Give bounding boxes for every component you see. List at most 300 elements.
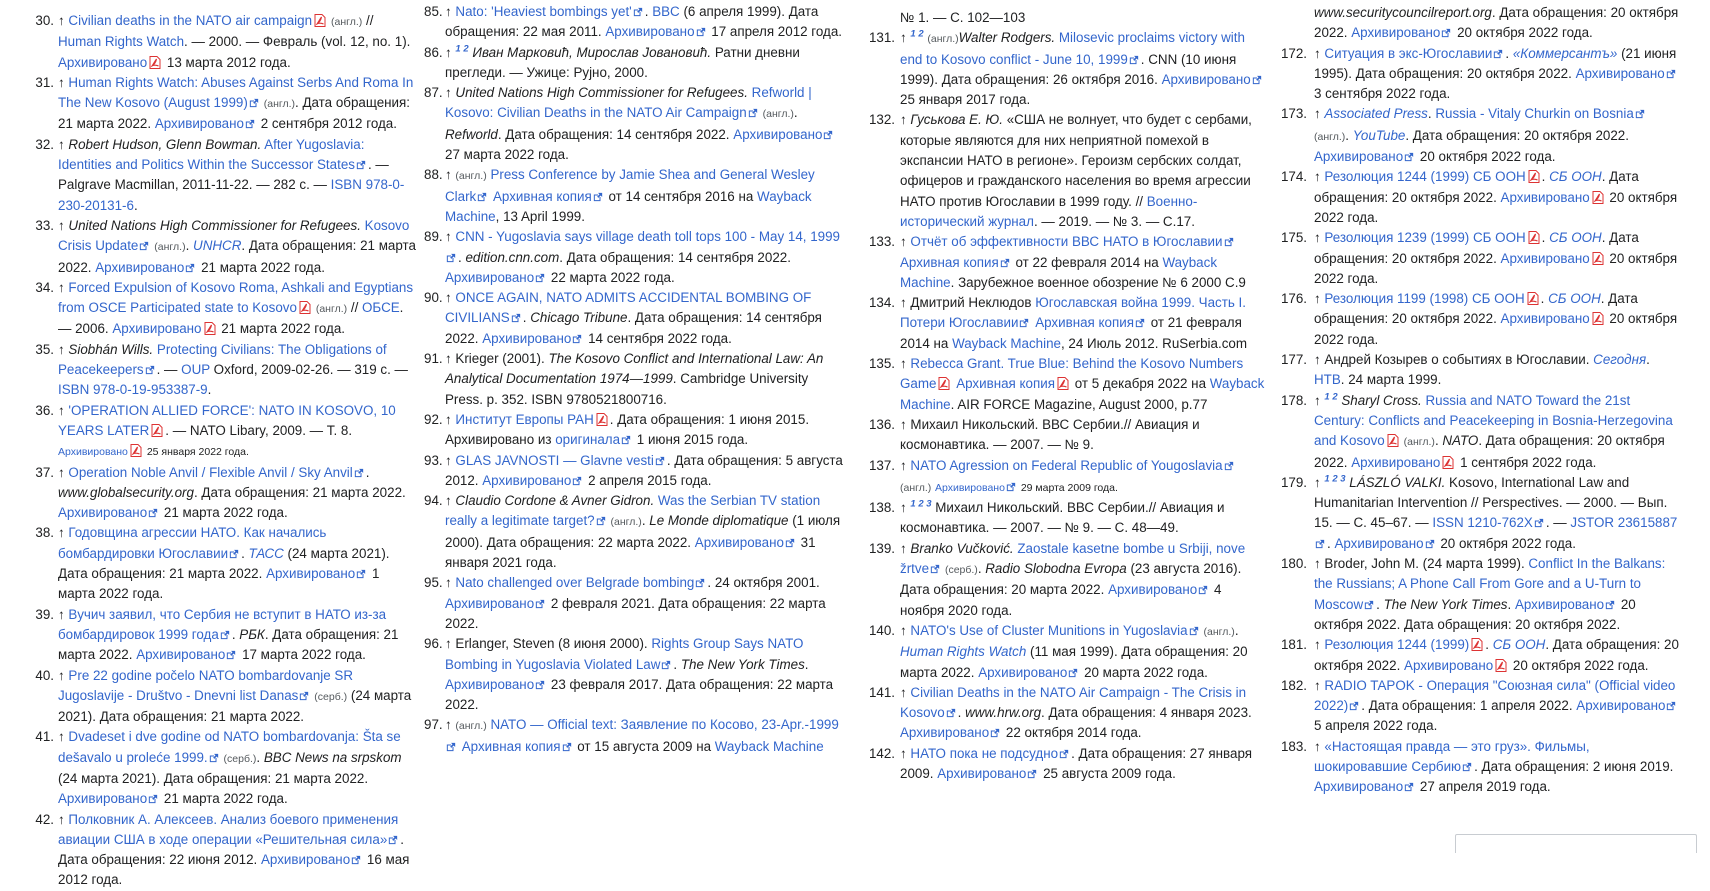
reference-link[interactable]: «Настоящая правда — это груз». Фильмы, шокировавшие Сербию xyxy=(1314,738,1590,774)
reference-link[interactable]: НТВ xyxy=(1314,372,1341,388)
reference-link[interactable]: Kosovo Crisis Update xyxy=(58,217,410,254)
reference-link[interactable]: ISSN 1210-762X xyxy=(1432,515,1533,531)
reference-text: ↑ xyxy=(58,341,69,357)
reference-item xyxy=(868,8,1268,28)
reference-link[interactable]: CNN - Yugoslavia says village death toll tops 100 - May 14, 1999 xyxy=(455,229,840,245)
reference-text: LÁSZLÓ VALKI. xyxy=(1349,474,1446,490)
language-tag: (серб.) xyxy=(311,690,348,703)
reference-link[interactable]: ONCE AGAIN, NATO ADMITS ACCIDENTAL BOMBING OF CIVILIANS xyxy=(445,290,812,326)
reference-link[interactable]: Резолюция 1244 (1999) xyxy=(1324,637,1470,653)
reference-text: ↑ xyxy=(58,402,69,418)
reference-text: (21 июня 1995). Дата обращения: 20 октября 2022. xyxy=(1314,45,1677,81)
reference-text: . Зарубежное военное обозрение № 6 2000 С.9 xyxy=(950,274,1246,290)
archive-link[interactable]: Архивировано xyxy=(261,852,351,868)
reference-number: 41. xyxy=(35,729,54,745)
reference-number: 88. xyxy=(424,167,443,183)
reference-link[interactable]: Russia and NATO Toward the 21st Century: Conflicts and Peacekeeping in Bosnia-Herzegovina and Kosovo xyxy=(1314,392,1673,449)
reference-number: 138. xyxy=(868,500,895,516)
external-link-icon xyxy=(145,365,155,375)
reference-item xyxy=(424,634,844,715)
reference-text: 20 октября 2022 года. xyxy=(1453,25,1593,41)
reference-link[interactable]: Press Conference by Jamie Shea and General Wesley Clark xyxy=(445,167,815,204)
reference-text: 2 сентября 2012 года. xyxy=(256,116,397,132)
archive-link[interactable]: Архивировано xyxy=(482,330,572,346)
reference-text: 1 июня 2015 года. xyxy=(633,432,749,448)
archive-link[interactable]: Архивировано xyxy=(1334,535,1424,551)
archive-link[interactable]: Архивировано xyxy=(1108,582,1198,598)
reference-text: № 1. — С. 102—103 xyxy=(900,10,1026,25)
reference-link[interactable]: Associated Press xyxy=(1324,106,1428,122)
reference-link[interactable]: GLAS JAVNOSTI — Glavne vesti xyxy=(455,452,654,468)
pdf-icon xyxy=(1387,434,1399,447)
archive-link[interactable]: Архивировано xyxy=(1314,149,1404,165)
archive-link[interactable]: Архивировано xyxy=(605,24,695,40)
reference-text: 23 февраля 2017. Дата обращения: 22 марта 2022. xyxy=(445,676,834,713)
reference-item xyxy=(30,340,420,401)
archive-link[interactable]: Архивировано xyxy=(1351,25,1441,41)
reference-text: . xyxy=(241,545,249,561)
reference-item xyxy=(868,744,1268,785)
reference-text: ↑ xyxy=(445,290,456,306)
external-link-icon xyxy=(661,660,671,670)
reference-text: ↑ xyxy=(58,729,69,745)
reference-link[interactable]: NATO — Official text: Заявление по Косово, 23-Apr.-1999 xyxy=(490,717,839,733)
pdf-icon xyxy=(130,444,142,457)
reference-text: 22 марта 2022 года. xyxy=(547,269,675,285)
reference-link[interactable]: Conflict In the Balkans: the Russians; A Phone Call From Gore and a U-Turn to Moscow xyxy=(1314,556,1666,612)
archive-link[interactable]: Архивировано xyxy=(154,116,244,132)
reference-number: 96. xyxy=(424,636,443,652)
reference-number: 182. xyxy=(1280,677,1307,693)
reference-number: 177. xyxy=(1280,352,1307,368)
reference-text: (24 марта 2021). Дата обращения: 21 марта 2022. xyxy=(58,687,412,725)
reference-text: . Дата обращения: 21 марта 2022. xyxy=(58,95,410,132)
reference-link[interactable]: NATO's Use of Cluster Munitions in Yugoslavia xyxy=(910,622,1188,638)
archive-link[interactable]: Архивировано xyxy=(978,664,1068,680)
external-link-icon xyxy=(1462,762,1472,772)
external-link-icon xyxy=(1666,69,1676,79)
external-link-icon xyxy=(185,263,195,273)
external-link-icon xyxy=(1059,749,1069,759)
backref-links[interactable]: 1 2 xyxy=(1324,391,1338,403)
reference-item xyxy=(30,727,420,809)
reference-text: Robert Hudson, Glenn Bowman. xyxy=(68,136,262,152)
reference-number: 34. xyxy=(35,279,54,295)
reference-item xyxy=(30,216,420,278)
reference-link[interactable]: Резолюция 1239 (1999) СБ ООН xyxy=(1324,230,1526,246)
archive-link[interactable]: Архивировано xyxy=(937,765,1027,781)
reference-text: . Дата обращения: 20 октября 2022. xyxy=(1314,291,1638,327)
reference-number: 86. xyxy=(424,44,443,60)
reference-text: (6 апреля 1999). Дата обращения: 22 мая 2011. xyxy=(445,4,819,40)
reference-link[interactable]: 'OPERATION ALLIED FORCE': NATO IN KOSOVO, 10 YEARS LATER xyxy=(58,402,396,438)
archive-link[interactable]: Архивная копия xyxy=(461,738,561,754)
reference-text: ↑ xyxy=(445,85,456,101)
reference-link[interactable]: Институт Европы РАН xyxy=(455,411,594,427)
reference-text: ↑ xyxy=(1314,738,1325,754)
pdf-icon xyxy=(1592,312,1604,325)
archive-link[interactable]: Архивировано xyxy=(935,481,1005,494)
reference-number: 89. xyxy=(424,229,443,245)
reference-item xyxy=(1278,391,1684,473)
reference-link[interactable]: Zaostale kasetne bombe u Srbiji, nove žrtve xyxy=(900,540,1246,577)
language-tag: (серб.) xyxy=(942,564,978,577)
reference-item xyxy=(30,278,420,340)
reference-text: ↑ xyxy=(900,30,911,46)
reference-link[interactable]: Civilian Deaths in the NATO Air Campaign - The Crisis in Kosovo xyxy=(900,684,1247,721)
external-link-icon xyxy=(572,476,582,486)
reference-link[interactable]: RADIO TAPOK - Операция "Союзная сила" (Official video 2022) xyxy=(1314,677,1676,714)
reference-item xyxy=(424,410,844,451)
language-tag: (серб.) xyxy=(220,752,257,765)
reference-text: Le Monde diplomatique xyxy=(649,513,789,529)
external-link-icon xyxy=(1364,600,1374,610)
reference-number: 39. xyxy=(35,606,54,622)
reference-item xyxy=(30,605,420,666)
reference-link[interactable]: Wayback Machine xyxy=(900,254,1218,290)
reference-text: . xyxy=(1507,596,1515,612)
reference-text: Chicago Tribune xyxy=(530,310,628,326)
reference-text: . Дата обращения: 21 марта 2022. xyxy=(193,484,406,500)
reference-text: . xyxy=(977,561,986,577)
reference-text: ↑ xyxy=(58,136,69,152)
external-link-icon xyxy=(511,313,521,323)
reference-link[interactable]: Civilian deaths in the NATO air campaign xyxy=(68,13,313,28)
archive-link[interactable]: Архивировано xyxy=(58,54,148,70)
external-link-icon xyxy=(535,680,545,690)
archive-link[interactable]: Архивировано xyxy=(1576,698,1666,714)
reference-number: 133. xyxy=(868,234,895,250)
reference-text: . xyxy=(1505,45,1513,61)
reference-item xyxy=(1278,737,1684,798)
reference-text: ↑ xyxy=(1314,230,1325,246)
reference-link[interactable]: ISBN 978-0-230-20131-6 xyxy=(58,177,405,213)
archive-link[interactable]: Архивная копия xyxy=(492,188,592,204)
reference-text: . xyxy=(641,513,650,529)
language-tag: (англ.) xyxy=(455,170,487,183)
archive-link[interactable]: Архивировано xyxy=(1514,596,1605,612)
reference-number: 181. xyxy=(1280,637,1307,653)
reference-text: ↑ xyxy=(445,411,456,427)
reference-text: . xyxy=(1540,291,1549,307)
language-tag: (англ.) xyxy=(1314,130,1346,143)
reference-link[interactable]: СБ ООН xyxy=(1549,169,1602,185)
reference-link[interactable]: Wayback Machine xyxy=(952,335,1061,351)
external-link-icon xyxy=(139,241,149,251)
reference-item xyxy=(30,810,420,891)
reference-link[interactable]: Was the Serbian TV station really a legitimate target? xyxy=(445,493,821,529)
reference-link[interactable]: Human Rights Watch xyxy=(900,644,1027,660)
backref-links[interactable]: 1 2 xyxy=(910,28,924,40)
reference-text: . xyxy=(1376,596,1384,612)
archive-link[interactable]: Архивная копия xyxy=(956,376,1055,392)
reference-text: . xyxy=(1646,352,1650,368)
pdf-icon xyxy=(1527,292,1539,305)
reference-item xyxy=(424,2,844,43)
reference-text: ↑ xyxy=(445,4,456,19)
reference-number: 134. xyxy=(868,295,895,311)
reference-text: The Kosovo Conflict and International Law: An Analytical Documentation 1974—1999 xyxy=(445,351,824,387)
backref-links[interactable]: 1 2 xyxy=(455,43,469,55)
external-link-icon xyxy=(1135,318,1145,328)
reference-link[interactable]: Operation Noble Anvil / Flexible Anvil / Sky Anvil xyxy=(68,464,353,480)
reference-text: . xyxy=(207,382,212,398)
reference-number: 32. xyxy=(35,136,54,152)
pdf-icon xyxy=(1528,231,1540,244)
reference-text: 21 марта 2022 года. xyxy=(160,505,288,521)
reference-text: . xyxy=(365,464,370,480)
reference-link[interactable]: Russia - Vitaly Churkin on Bosnia xyxy=(1435,106,1634,122)
reference-link[interactable]: Human Rights Watch: Abuses Against Serbs And Roma In The New Kosovo (August 1999) xyxy=(58,74,414,111)
reference-number: 142. xyxy=(868,745,895,761)
reference-item xyxy=(868,456,1268,499)
external-link-icon xyxy=(446,742,456,752)
reference-number: 31. xyxy=(35,74,54,90)
archive-link[interactable]: Архивировано xyxy=(1500,311,1590,327)
reference-text: 1 сентября 2022 года. xyxy=(1456,454,1597,470)
reference-text: 4 ноября 2020 года. xyxy=(900,582,1222,618)
archive-link[interactable]: Архивировано xyxy=(1500,189,1590,205)
external-link-icon xyxy=(633,7,643,17)
reference-item xyxy=(424,227,844,288)
reference-text: ↑ xyxy=(445,229,456,245)
reference-text: Walter Rodgers. xyxy=(958,30,1056,46)
reference-link[interactable]: СБ ООН xyxy=(1548,291,1601,307)
reference-text: 3 сентября 2022 года. xyxy=(1314,86,1451,102)
external-link-icon xyxy=(1404,152,1414,162)
reference-text: United Nations High Commissioner for Refugees. xyxy=(455,85,748,101)
archive-link[interactable]: Архивировано xyxy=(1404,657,1494,673)
reference-link[interactable]: Wayback Machine xyxy=(445,188,812,224)
reference-number: 141. xyxy=(868,684,895,700)
archive-link[interactable]: Архивировано xyxy=(694,534,784,550)
archive-link[interactable]: Архивировано xyxy=(1351,454,1441,470)
reference-link[interactable]: СБ ООН xyxy=(1549,230,1602,246)
reference-text: . xyxy=(231,626,240,642)
pdf-icon xyxy=(1471,638,1483,651)
reference-link[interactable]: НАТО пока не подсудно xyxy=(910,745,1059,761)
language-tag: (англ.) xyxy=(328,16,363,28)
reference-text: от 22 февраля 2014 на xyxy=(1011,254,1163,270)
reference-link[interactable]: Сегодня xyxy=(1593,352,1647,368)
reference-item xyxy=(30,73,420,135)
external-link-icon xyxy=(446,253,456,263)
external-link-icon xyxy=(1441,28,1451,38)
archive-link[interactable]: Архивировано xyxy=(1314,779,1404,795)
reference-link[interactable]: Protecting Civilians: The Obligations of Peacekeepers xyxy=(58,341,387,378)
pdf-icon xyxy=(299,301,311,314)
reference-text: . 24 октября 2001. xyxy=(707,575,820,591)
reference-link[interactable]: Югославская война 1999. Часть I. Потери Югославии xyxy=(900,295,1246,331)
reference-link[interactable]: Dvadeset i dve godine od NATO bombardovanja: Šta se dešavalo u proleće 1999. xyxy=(58,729,401,765)
reference-link[interactable]: Pre 22 godine počelo NATO bombardovanje SR Jugoslavije - Društvo - Dnevni list Danas xyxy=(58,667,354,703)
reference-item xyxy=(1278,350,1684,391)
reference-link[interactable]: ТАСС xyxy=(248,545,284,561)
reference-link[interactable]: Wayback Machine xyxy=(900,376,1265,412)
reference-item xyxy=(868,621,1268,683)
external-link-icon xyxy=(249,98,259,108)
backref-links[interactable]: 1 2 3 xyxy=(910,498,932,510)
reference-item xyxy=(1278,635,1684,676)
reference-text: 20 октября 2022 года. xyxy=(1314,311,1678,347)
external-link-icon xyxy=(1019,318,1029,328)
reference-text: ↑ xyxy=(900,500,911,516)
reference-text: // xyxy=(362,13,374,28)
external-link-icon xyxy=(535,273,545,283)
reference-link[interactable]: Wayback Machine xyxy=(714,738,824,754)
reference-link[interactable]: ОБСЕ xyxy=(362,300,400,316)
reference-link[interactable]: Ситуация в экс-Югославии xyxy=(1324,45,1493,61)
archive-link[interactable]: Архивировано xyxy=(733,126,823,142)
language-tag: (англ.) xyxy=(759,108,794,121)
archive-link[interactable]: Архивировано xyxy=(112,321,202,337)
reference-item xyxy=(424,349,844,410)
reference-text: (11 мая 1999). Дата обращения: 20 марта 2022. xyxy=(900,644,1248,680)
reference-link[interactable]: Milosevic proclaims victory with end to Kosovo conflict - June 10, 1999 xyxy=(900,30,1245,67)
archive-link[interactable]: Архивировано xyxy=(1500,250,1590,266)
archive-link[interactable]: Архивировано xyxy=(1575,65,1665,81)
archive-link[interactable]: Архивировано xyxy=(136,647,226,663)
archive-link[interactable]: Архивировано xyxy=(58,791,148,807)
archive-link[interactable]: Архивировано xyxy=(445,269,535,285)
reference-link[interactable]: Годовщина агрессии НАТО. Как начались бомбардировки Югославии xyxy=(58,525,327,561)
reference-item xyxy=(424,491,844,573)
reference-text: Radio Slobodna Evropa xyxy=(985,561,1127,577)
reference-link[interactable]: JSTOR 23615887 xyxy=(1570,515,1678,531)
external-link-icon xyxy=(229,549,239,559)
reference-link[interactable]: Rebecca Grant. True Blue: Behind the Kosovo Numbers Game xyxy=(900,356,1244,392)
reference-text: . xyxy=(1327,535,1335,551)
reference-link[interactable]: YouTube xyxy=(1352,127,1406,143)
reference-link[interactable]: BBC xyxy=(652,4,680,19)
reference-link[interactable]: Human Rights Watch xyxy=(58,34,185,50)
language-tag: (англ.) xyxy=(900,481,932,494)
reference-number: 36. xyxy=(35,402,54,418)
reference-link[interactable]: Резолюция 1244 (1999) СБ ООН xyxy=(1324,169,1526,185)
archive-link[interactable]: Архивировано xyxy=(482,472,572,488)
external-link-icon xyxy=(1635,109,1645,119)
backref-links[interactable]: 1 2 3 xyxy=(1324,473,1346,485)
reference-link[interactable]: Военно-исторический журнал xyxy=(900,193,1198,229)
reference-text: 20 октября 2022 года. xyxy=(1416,149,1556,165)
reference-item xyxy=(868,683,1268,744)
reference-link[interactable]: NATO Agression on Federal Republic of Yougoslavia xyxy=(910,457,1223,473)
archive-link[interactable]: Архивировано xyxy=(95,259,185,275)
reference-link[interactable]: ISBN 978-0-19-953387-9 xyxy=(58,382,208,398)
external-link-icon xyxy=(1027,769,1037,779)
reference-item xyxy=(424,288,844,349)
reference-number: 87. xyxy=(424,85,443,101)
reference-link[interactable]: UNHCR xyxy=(193,238,242,254)
reference-text: . — 2006. xyxy=(58,300,404,337)
reference-item xyxy=(1278,676,1684,737)
reference-text: . AIR FORCE Magazine, August 2000, p.77 xyxy=(950,396,1208,412)
reference-text: ↑ xyxy=(1314,45,1325,61)
external-link-icon xyxy=(148,794,158,804)
reference-link[interactable]: Rights Group Says NATO Bombing in Yugoslavia Violated Law xyxy=(445,636,804,672)
reference-text: от 14 сентября 2016 на xyxy=(604,188,758,204)
reference-item xyxy=(868,354,1268,415)
archive-link[interactable]: Архивировано xyxy=(266,566,356,582)
reference-text: . Дата обращения: 14 сентября 2022. xyxy=(559,249,791,265)
reference-item xyxy=(868,28,1268,110)
references-column-3 xyxy=(868,8,1268,784)
external-link-icon xyxy=(1198,585,1208,595)
reference-link[interactable]: After Yugoslavia: Identities and Politics Within the Successor States xyxy=(58,136,365,173)
reference-link[interactable]: Полковник А. Алексеев. Анализ боевого применения авиации США в ходе операции «Решительная сила» xyxy=(58,811,399,847)
reference-number: 91. xyxy=(424,351,443,367)
reference-link[interactable]: Резолюция 1199 (1998) СБ ООН xyxy=(1324,291,1525,307)
reference-text: www.securitycouncilreport.org xyxy=(1314,5,1492,20)
reference-text: ↑ Krieger (2001). xyxy=(445,351,549,367)
external-link-icon xyxy=(1224,461,1234,471)
reference-text: (24 марта 2021). Дата обращения: 21 марта 2022. xyxy=(58,545,390,582)
reference-link[interactable]: Nato challenged over Belgrade bombing xyxy=(455,575,695,591)
reference-text: ↑ xyxy=(445,167,456,183)
reference-link[interactable]: оригинала xyxy=(555,432,621,448)
reference-text: 2 апреля 2015 года. xyxy=(584,472,712,488)
reference-text: Claudio Cordone & Avner Gidron. xyxy=(455,493,655,509)
reference-item xyxy=(868,498,1268,539)
archive-link[interactable]: Архивировано xyxy=(58,446,128,459)
reference-text: ↑ Erlanger, Steven (8 июня 2000). xyxy=(445,636,652,652)
reference-text: (1 июля 2000). Дата обращения: 22 марта 2022. xyxy=(445,513,841,550)
references-column-4 xyxy=(1278,3,1684,798)
reference-link[interactable]: OUP xyxy=(181,362,210,378)
reference-text: . xyxy=(1485,637,1493,653)
reference-item xyxy=(868,539,1268,621)
reference-text: ↑ xyxy=(1314,637,1325,653)
reference-text: . — 2000. — Февраль (vol. 12, no. 1). xyxy=(184,34,411,50)
reference-text: . xyxy=(644,4,653,19)
reference-text: ↑ xyxy=(900,540,911,556)
archive-link[interactable]: Архивная копия xyxy=(900,254,999,270)
archive-link[interactable]: Архивировано xyxy=(58,505,148,521)
reference-link[interactable]: Отчёт об эффективности ВВС НАТО в Югославии xyxy=(910,234,1223,250)
reference-text: 20 октября 2022 года. xyxy=(1314,189,1678,225)
reference-link[interactable]: СБ ООН xyxy=(1492,637,1546,653)
reference-item xyxy=(424,43,844,84)
reference-link[interactable]: Refworld | Kosovo: Civilian Deaths in the NATO Air Campaign xyxy=(445,85,812,121)
archive-link[interactable]: Архивировано xyxy=(445,595,535,611)
reference-text: 20 октября 2022 года. xyxy=(1314,250,1678,286)
reference-link[interactable]: Forced Expulsion of Kosovo Roma, Ashkali and Egyptians from OSCE Participated state to Kosovo xyxy=(58,279,414,316)
external-link-icon xyxy=(785,538,795,548)
reference-link[interactable]: Вучич заявил, что Сербия не вступит в НАТО из-за бомбардировок 1999 года xyxy=(58,606,387,642)
reference-text: . Дата обращения: 14 сентября 2022. xyxy=(497,126,734,142)
archive-link[interactable]: Архивировано xyxy=(900,725,990,741)
reference-text: . Дата обращения: 20 октября 2022. xyxy=(1314,637,1679,673)
reference-number: 175. xyxy=(1280,230,1307,246)
external-link-icon xyxy=(299,691,309,701)
reference-link[interactable]: Nato: 'Heaviest bombings yet' xyxy=(455,4,632,19)
external-link-icon xyxy=(354,468,364,478)
reference-text: Михаил Никольский. ВВС Сербии.// Авиация и космонавтика. — 2007. — № 9. — С. 48—49. xyxy=(900,500,1225,536)
reference-text: . xyxy=(522,310,531,326)
external-link-icon xyxy=(351,855,361,865)
reference-text: Kosovo, International Law and Humanitarian Intervention // Perspectives. — 2000. — Вып. 15. — С. 45–67. — xyxy=(1314,474,1668,531)
external-link-icon xyxy=(1129,55,1139,65)
external-link-icon xyxy=(695,578,705,588)
reference-text: ↑ xyxy=(58,74,69,90)
archive-link[interactable]: Архивная копия xyxy=(1035,315,1134,331)
reference-number: 85. xyxy=(424,4,443,19)
archive-link[interactable]: Архивировано xyxy=(445,676,535,692)
reference-link[interactable]: «Коммерсантъ» xyxy=(1512,45,1618,61)
reference-text: 25 января 2017 года. xyxy=(900,92,1031,108)
reference-text: , 24 Июль 2012. RuSerbia.com xyxy=(1060,335,1247,351)
archive-link[interactable]: Архивировано xyxy=(1161,71,1251,87)
